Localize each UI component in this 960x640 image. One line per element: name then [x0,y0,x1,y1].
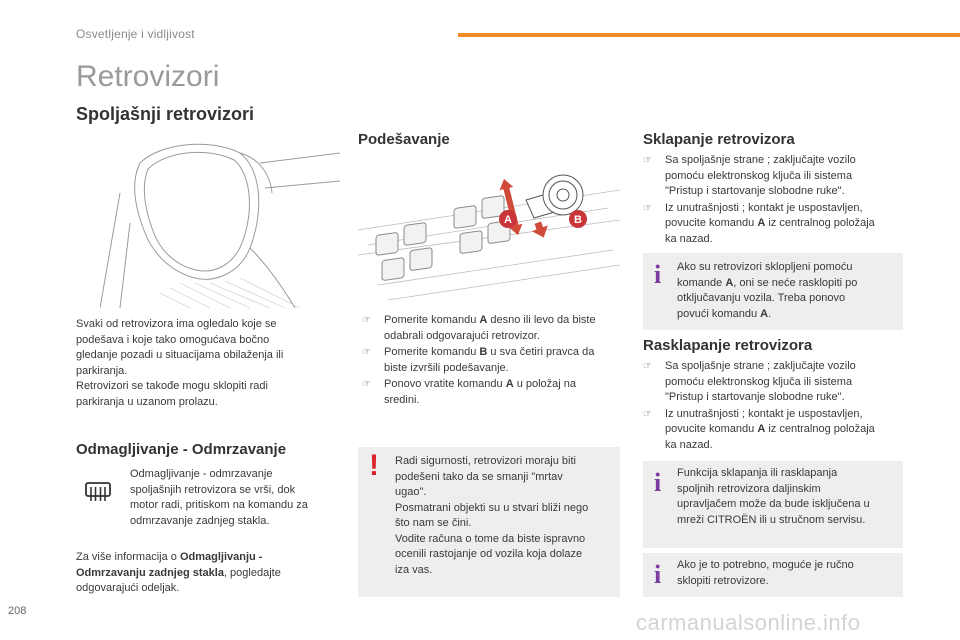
remote-info-box: i Funkcija sklapanja ili rasklapanja spoljnih retrovizora daljinskim upravljačem može da bude isključena u mreži CITROËN ili u stručnom servisu. [643,461,903,548]
label-a: A [504,214,512,226]
more-info-text: Za više informacija o Odmagljivanju - Odmrzavanju zadnjeg stakla, pogledajte odgovarajući odeljak. [76,551,281,594]
section-header: Osvetljenje i vidljivost [76,27,195,41]
adjustment-steps [362,313,624,409]
section-title: Spoljašnji retrovizori [76,104,255,124]
page-number: 208 [8,605,27,617]
fold-heading: Sklapanje retrovizora [643,131,795,148]
hand-pointer-icon: ☞ [643,202,652,214]
fold-steps [643,153,908,248]
list-item: ☞ Iz unutrašnjosti ; kontakt je uspostavljen, povucite komandu A iz centralnog položaja ka nazad. [643,201,875,245]
list-item: ☞ Pomerite komandu B u sva četiri pravca da biste izvršili podešavanje. [362,346,595,374]
unfold-steps [643,359,908,454]
defog-heading: Odmagljivanje - Odmrzavanje [76,441,287,458]
header-accent-bar [458,33,960,37]
warning-icon: ! [369,449,379,482]
hand-pointer-icon: ☞ [362,315,371,326]
list-item: ☞ Ponovo vratite komandu A u položaj na sredini. [362,378,577,406]
intro-text: Svaki od retrovizora ima ogledalo koje se podešava i koje tako omogućava bočno gledanje pozadi u situacijama obilaženja ili parkiranja. Retrovizori se takođe mogu sklopiti radi parkiranja u uzanom prolazu. [76,318,284,408]
list-item: ☞ Sa spoljašnje strane ; zaključajte vozilo pomoću elektronskog ključa ili sistema "Pristup i startovanje slobodne ruke". [643,154,856,197]
info-icon: i [654,560,662,589]
watermark: carmanualsonline.info [636,610,861,635]
label-b: B [574,214,582,226]
defog-text: Odmagljivanje - odmrzavanje spoljašnjih retrovizora se vrši, dok motor radi, pritiskom na komandu za odmrzavanje zadnjeg stakla. [130,468,308,527]
mirror-illustration [100,133,340,308]
hand-pointer-icon: ☞ [643,155,652,166]
list-item: ☞ Pomerite komandu A desno ili levo da biste odabrali odgovarajući retrovizor. [362,314,596,342]
page-title: Retrovizori [76,60,220,93]
info-icon: i [654,260,662,289]
manual-info-box: i Ako je to potrebno, moguće je ručno sklopiti retrovizore. [643,553,903,597]
hand-pointer-icon: ☞ [362,379,371,390]
hand-pointer-icon: ☞ [643,408,652,420]
list-item: ☞ Iz unutrašnjosti ; kontakt je uspostavljen, povucite komandu A iz centralnog položaja ka nazad. [643,407,875,451]
rear-defrost-icon [85,481,111,503]
control-panel-illustration [358,160,620,300]
warning-box: ! Radi sigurnosti, retrovizori moraju biti podešeni tako da se smanji "mrtav ugao". Posmatrani objekti su u stvari bliži nego što nam se čini. Vodite računa o tome da biste ispravno ocenili rastojanje od vozila koja dolaze iza vas. [358,447,620,597]
info-icon: i [654,468,662,497]
unfold-heading: Rasklapanje retrovizora [643,337,813,354]
hand-pointer-icon: ☞ [643,361,652,372]
list-item: ☞ Sa spoljašnje strane ; zaključajte vozilo pomoću elektronskog ključa ili sistema "Pristup i startovanje slobodne ruke". [643,360,856,403]
fold-info-box: i Ako su retrovizori sklopljeni pomoću komande A, oni se neće rasklopiti po otključavanju vozila. Treba ponovo povući komandu A. [643,253,903,330]
adjustment-heading: Podešavanje [358,131,450,148]
hand-pointer-icon: ☞ [362,347,371,358]
